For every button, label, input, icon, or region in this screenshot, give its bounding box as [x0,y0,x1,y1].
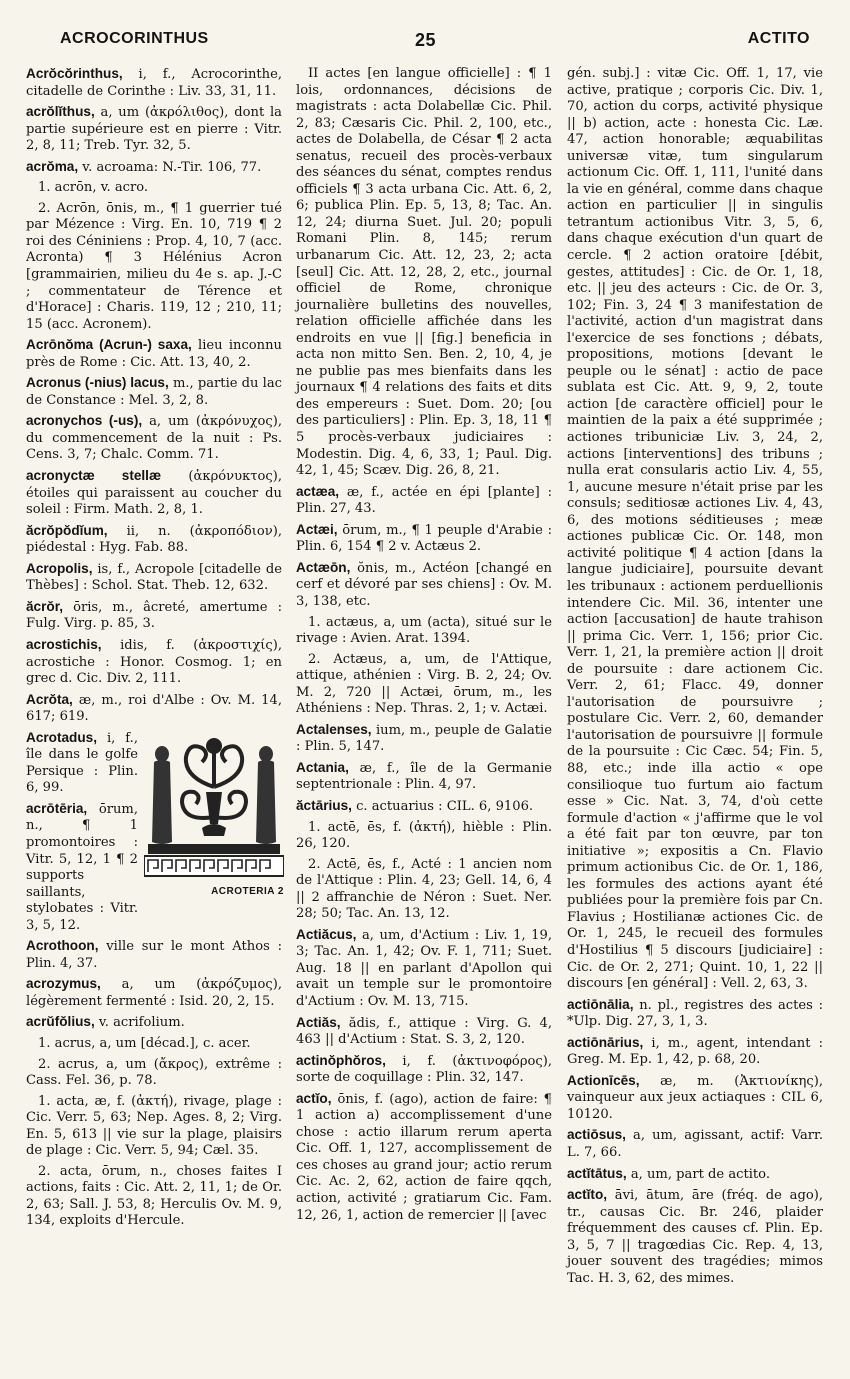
running-head [60,30,810,52]
dictionary-entry [26,692,282,726]
entry-definition: c. actuarius : CIL. 6, 9106. [351,798,534,814]
dictionary-entry [26,337,282,371]
headword: actĭtātus, [567,1165,627,1181]
entry-definition: 2. Actē, ēs, f., Acté : 1 ancien nom de l'Attique : Plin. 4, 23; Gell. 14, 6, 4 || 2 affranchie de Néron : Suet. Ner. 28; 50; Tac. An. 13, 12. [296,856,552,922]
last-headword: ACTITO [747,30,810,47]
column-2 [296,66,552,1228]
entry-definition: i, m., agent, intendant : Greg. M. Ep. 1, 42, p. 68, 20. [567,1035,823,1068]
entry-definition: a, um (ἀκρόζυμος), légèrement fermenté : Isid. 20, 2, 15. [26,977,282,1009]
entry-definition: i, f. (ἀκτινοφόρος), sorte de coquillage : Plin. 32, 147. [296,1053,552,1086]
entry-definition: II actes [en langue officielle] : ¶ 1 lois, ordonnances, décisions de magistrats : acta Dolabellæ Cic. Phil. 2, 83; Cæsaris Cic. Phil. 2, 100, etc., actes de Dolabella, de César ¶ 2 acta senatus, recueil des procès-verbaux des séances du sénat, comptes rendus officiels ¶ 3 acta urbana Cic. Att. 6, 2, 6; publica Plin. Ep. 5, 13, 8; Tac. An. 12, 24; diurna Suet. Jul. 20; populi Romani Plin. 8, 145; rerum urbanarum Cic. Att. 12, 23, 2; acta [seul] Cic. Att. 12, 28, 2, etc., journal officiel de Rome, chronique journalière bulletins des nouvelles, relation officielle affichée dans les endroits en vue || [fig.] beneficia in acta non mitto Sen. Ben. 2, 10, 4, je ne publie pas mes bienfaits dans les journaux ¶ 4 relations des faits et dits des empereurs : Suet. Dom. 20; [ou des particuliers] : Plin. Ep. 3, 18, 11 ¶ 5 procès-verbaux judiciaires : Modestin. Dig. 4, 6, 33, 1; Paul. Dig. 42, 1, 45; Scæv. Dig. 26, 8, 21. [296,66,552,479]
entry-definition: 1. acta, æ, f. (ἀκτή), rivage, plage : Cic. Verr. 5, 63; Nep. Ages. 8, 2; Virg. En. 5, 613 || vie sur la plage, plaisirs de plage : Cic. Verr. 5, 94; Cæl. 35. [26,1093,282,1159]
headword: acronychos (-us), [26,413,143,429]
entry-definition: ădis, f., attique : Virg. G. 4, 463 || d'Actium : Stat. S. 3, 2, 120. [296,1015,552,1048]
entry-definition: i, f., Acrocorinthe, citadelle de Corinthe : Liv. 33, 31, 11. [26,67,282,99]
headword: acrostichis, [26,636,102,652]
figure-caption: ACROTERIA 2 [211,885,284,897]
entry-definition: ii, n. (ἀκροπόδιον), piédestal : Hyg. Fab. 88. [26,523,282,556]
entry-definition: 1. acrōn, v. acro. [38,180,149,196]
headword: acrŏma, [26,158,79,174]
headword: Acrothoon, [26,938,99,954]
dictionary-entry [296,652,552,718]
dictionary-entry [567,1166,823,1184]
dictionary-entry [26,468,282,519]
entry-definition: v. acroama: N.-Tir. 106, 77. [78,159,262,175]
headword: Acropolis, [26,560,93,576]
dictionary-entry [26,375,282,409]
entry-definition: m., partie du lac de Constance : Mel. 3, 2, 8. [26,376,282,408]
dictionary-entry [296,615,552,648]
headword: actiōnārius, [567,1034,644,1050]
entry-definition: ōnis, f. (ago), action de faire: ¶ 1 action a) accomplissement d'une chose : actio illarum rerum aperta Cic. Off. 1, 127, accomplissement de ces choses au grand jour; actio rerum Cic. Ac. 2, 62, action de faire qqch, action, activité ; gratiarum Cic. Fam. 12, 26, 1, action de remercier || [avec [296,1091,552,1223]
dictionary-entry [296,1091,552,1224]
headword: Actalenses, [296,721,372,737]
headword: actinŏphŏros, [296,1052,386,1068]
headword: acrŏlĭthus, [26,104,95,120]
dictionary-entry [26,523,282,557]
entry-definition: 1. actæus, a, um (acta), situé sur le rivage : Avien. Arat. 1394. [296,614,552,647]
dictionary-entry [26,1057,282,1090]
entry-definition: æ, m. (Ἀκτιονίκης), vainqueur aux jeux actiaques : CIL 6, 10120. [567,1073,823,1122]
headword: actæa, [296,483,340,499]
dictionary-entry [567,1073,823,1124]
headword: acrŭfŏlius, [26,1014,95,1030]
dictionary-entry [26,561,282,595]
page-number: 25 [415,30,437,50]
column-1 [26,66,282,1234]
headword: actĭto, [567,1187,608,1203]
dictionary-entry [296,522,552,556]
entry-definition: n. pl., registres des actes : *Ulp. Dig. 27, 3, 1, 3. [567,997,823,1030]
entry-definition: lieu inconnu près de Rome : Cic. Att. 13, 40, 2. [26,338,282,370]
entry-definition: 1. acrus, a, um [décad.], c. acer. [38,1035,251,1051]
dictionary-entry [26,159,282,177]
dictionary-entry [296,722,552,756]
entry-definition: idis, f. (ἀκροστιχίς), acrostiche : Honor. Cosmog. 1; en grec d. Cic. Div. 2, 111. [26,637,282,687]
dictionary-entry [296,857,552,923]
dictionary-entry [296,927,552,1011]
entry-definition: ōris, m., âcreté, amertume : Fulg. Virg. p. 85, 3. [26,599,282,632]
entry-definition: 2. acrus, a, um (ἄκρος), extrême : Cass. Fel. 36, p. 78. [26,1056,282,1089]
headword: Acrōnŏma (Acrun-) saxa, [26,337,192,353]
dictionary-entry [26,637,282,688]
headword: Acrŏcŏrinthus, [26,66,123,81]
dictionary-entry [26,1164,282,1230]
headword: actĭo, [296,1090,332,1106]
headword: Actæi, [296,521,338,537]
headword: Actiăcus, [296,926,357,942]
headword: acronyctæ stellæ [26,468,162,484]
dictionary-entry [296,798,552,816]
dictionary-entry [296,1053,552,1087]
entry-definition: a, um, d'Actium : Liv. 1, 19, 3; Tac. An. 1, 42; Ov. F. 1, 711; Suet. Aug. 18 || en parlant d'Apollon qui avait un temple sur le promontoire d'Actium : Ov. M. 13, 715. [296,927,552,1009]
entry-definition: (ἀκρόνυκτος), étoiles qui paraissent au coucher du soleil : Firm. Math. 2, 8, 1. [26,469,282,518]
headword: Actionīcēs, [567,1072,640,1088]
headword: ăctārius, [296,797,352,813]
dictionary-entry [296,820,552,853]
first-headword: ACROCORINTHUS [60,30,209,47]
entry-definition: gén. subj.] : vitæ Cic. Off. 1, 17, vie active, pratique ; corporis Cic. Div. 1, 70, action du corps, activité physique || b) action, acte : honesta Cic. Læ. 47, action honorable; æquabilitas universæ vitæ, tum singularum actionum Cic. Off. 1, 111, l'unité dans la vie en général, comme dans chaque action en particulier || in singulis tetrantum actionibus Vitr. 3, 5, 6, dans chaque exécution d'un quart de cercle. ¶ 2 action oratoire [débit, gestes, attitudes] : Cic. de Or. 1, 18, etc. || jeu des acteurs : Cic. de Or. 3, 102; Fin. 3, 24 ¶ 3 manifestation de l'activité, action d'un magistrat dans l'exercice de ses fonctions ; débats, propositions, motions [devant le peuple ou le sénat] : actio de pace sublata est Cic. Att. 9, 9, 2, toute action [de caractère officiel] pour le maintien de la paix a été supprimée ; actiones tribuniciæ Liv. 3, 24, 2, actions [interventions] des tribuns ; nulla erat consularis actio Liv. 4, 55, 1, aucune mesure n'était prise par les consuls; seditiosæ actiones Liv. 4, 43, 6, des motions séditieuses ; meæ actiones publicæ Cic. Or. 148, mon activité politique ¶ 4 action [dans la langue judiciaire], poursuite devant les tribunaux : actionem perduellionis intendere Cic. Mil. 36, intenter une action [accusation] de haute trahison || prima Cic. Verr. 1, 156; prior Cic. Verr. 1, 21, la première action || droit de poursuite : dare actionem Cic. Verr. 2, 61; Flacc. 49, donner l'autorisation de poursuivre ; postulare Cic. Verr. 2, 60, demander l'autorisation de poursuivre || formule de la poursuite : Cic Cæc. 54; Fin. 5, 88, etc.; inde illa actio « ope consilioque tuo furtum aio factum esse » Cic. Nat. 3, 74, d'où cette formule d'action « j'affirme que le vol a été fait par ton œuvre, par ton initiative »; expositis a Cn. Flavio primum actionibus Cic. de Or. 1, 186, les formules des actions ayant été publiées pour la première fois par Cn. Flavius ; Hostilianæ actiones Cic. de Or. 1, 245, le recueil des formules d'Hostilius ¶ 5 discours [judiciaire] : Cic. de Or. 2, 271; Quint. 10, 1, 22 || discours [en général] : Vell. 2, 63, 3. [567,66,823,992]
dictionary-entry [296,560,552,611]
headword: Acronus (-nius) lacus, [26,375,169,391]
dictionary-entry [567,1187,823,1287]
entry-definition: æ, f., actée en épi [plante] : Plin. 27, 43. [296,484,552,517]
entry-definition: i, f., île dans le golfe Persique : Plin. 6, 99. [26,730,138,796]
dictionary-entry [26,413,282,464]
headword: Actiăs, [296,1014,341,1030]
dictionary-entry [567,1035,823,1069]
entry-definition: is, f., Acropole [citadelle de Thèbes] : Schol. Stat. Theb. 12, 632. [26,561,282,594]
entry-definition: ville sur le mont Athos : Plin. 4, 37. [26,939,282,971]
entry-definition: 2. Acrōn, ōnis, m., ¶ 1 guerrier tué par Mézence : Virg. En. 10, 719 ¶ 2 roi des Céniniens : Prop. 4, 10, 7 (acc. Acronta) ¶ 3 Hélénius Acron [grammairien, milieu du 4e s. ap. J.-C ; commentateur de Térence et d'Horace] : Charis. 119, 12 ; 210, 11; 15 (acc. Acronem). [26,200,282,332]
entry-definition: ōrum, m., ¶ 1 peuple d'Arabie : Plin. 6, 154 ¶ 2 v. Actæus 2. [296,522,552,555]
entry-definition: ōrum, n., ¶ 1 promontoires : Vitr. 5, 12, 1 ¶ 2 supports saillants, stylobates : Vitr. 3, 5, 12. [26,801,138,933]
headword: actiōsus, [567,1127,626,1143]
entry-definition: a, um (ἀκρόνυχος), du commencement de la nuit : Ps. Cens. 3, 7; Chalc. Comm. 71. [26,414,282,463]
entry-definition: 2. Actæus, a, um, de l'Attique, attique, athénien : Virg. B. 2, 24; Ov. M. 2, 720 || Actæi, ōrum, m., les Athéniens : Nep. Thras. 2, 1; v. Actæi. [296,651,552,717]
dictionary-entry [296,484,552,518]
entry-definition: a, um (ἀκρόλιθος), dont la partie supérieure est en pierre : Vitr. 2, 8, 11; Treb. Tyr. 32, 5. [26,105,282,154]
dictionary-entry [567,66,823,993]
headword: actiōnālia, [567,996,634,1012]
entry-definition: æ, f., île de la Germanie septentrionale : Plin. 4, 97. [296,760,552,793]
dictionary-entry [26,938,282,972]
dictionary-entry [296,1015,552,1049]
entry-definition: ŏnis, m., Actéon [changé en cerf et dévoré par ses chiens] : Ov. M. 3, 138, etc. [296,560,552,609]
acroteria-illustration [144,732,284,900]
entry-definition: v. acrifolium. [94,1015,185,1031]
headword: Acrŏta, [26,691,73,707]
dictionary-entry [26,66,282,100]
headword: Actania, [296,759,349,775]
headword: acrōtēria, [26,800,88,816]
dictionary-entry [26,1036,282,1053]
headword: ăcrŏpŏdĭum, [26,522,108,538]
entry-definition: āvi, ātum, āre (fréq. de ago), tr., causas Cic. Br. 246, plaider fréquemment des causes cf. Plin. Ep. 3, 5, 7 || tragœdias Cic. Rep. 4, 13, jouer souvent des tragédies; mimos Tac. H. 3, 62, des mimes. [567,1188,823,1286]
headword: Acrotadus, [26,729,98,745]
headword: acrozymus, [26,976,101,992]
entry-definition: ium, m., peuple de Galatie : Plin. 5, 147. [296,722,552,755]
entry-definition: 1. actē, ēs, f. (ἀκτή), hièble : Plin. 26, 120. [296,819,552,852]
entry-definition: a, um, agissant, actif: Varr. L. 7, 66. [567,1128,823,1160]
headword: ăcrŏr, [26,598,64,614]
column-3 [567,66,823,1291]
dictionary-entry [26,1014,282,1032]
dictionary-entry [26,180,282,197]
dictionary-entry [296,760,552,794]
entry-definition: a, um, part de actito. [626,1166,770,1182]
entry-definition: 2. acta, ōrum, n., choses faites I actions, faits : Cic. Att. 2, 11, 1; de Or. 2, 63; Sall. J. 53, 8; Herculis Ov. M. 9, 134, exploits d'Hercule. [26,1163,282,1229]
dictionary-entry [26,976,282,1010]
dictionary-entry [567,1127,823,1161]
dictionary-entry [26,599,282,633]
acroterion-ornament-icon [144,732,284,882]
dictionary-entry [26,201,282,333]
dictionary-entry [567,997,823,1031]
dictionary-entry [26,104,282,155]
headword: Actæōn, [296,559,351,575]
entry-definition: æ, m., roi d'Albe : Ov. M. 14, 617; 619. [26,692,282,725]
dictionary-entry [296,66,552,480]
dictionary-entry [26,1094,282,1160]
